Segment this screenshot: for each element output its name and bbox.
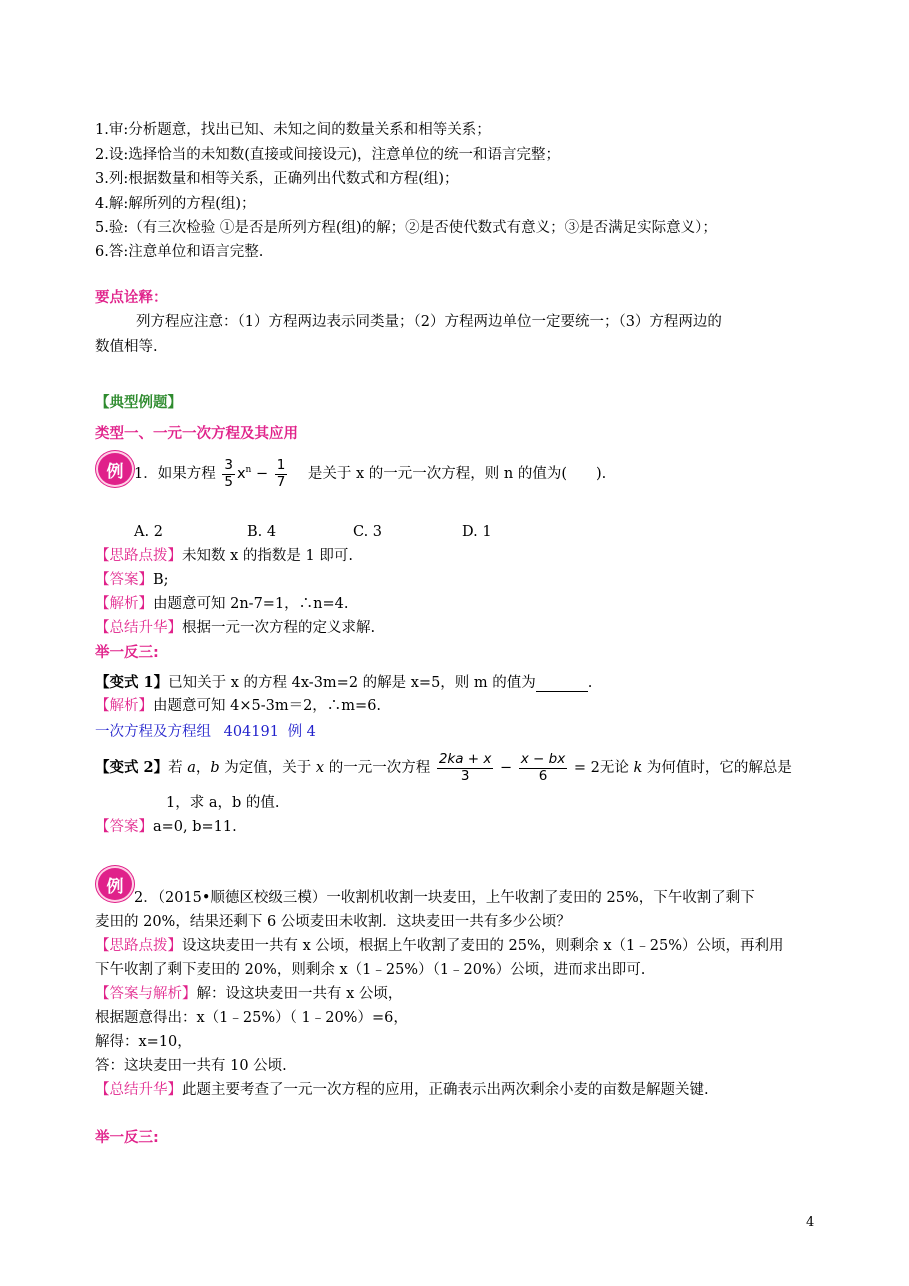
page-number: 4	[806, 1215, 815, 1230]
video-link-code[interactable]: 404191	[223, 724, 279, 740]
answer-blank	[536, 677, 588, 692]
type1-heading: 类型一、一元一次方程及其应用	[95, 426, 298, 442]
step-5: 5.验:（有三次检验 ①是否是所列方程(组)的解；②是否使代数式有意义；③是否满足实际意义）；	[95, 220, 717, 236]
variant-2-text-e: 为何值时，它的解总是	[642, 760, 792, 777]
ex1-fraction-2	[275, 458, 288, 490]
variant-2-equals: = 2	[573, 760, 600, 777]
ex1-suffix: 是关于 x 的一元一次方程，则 n 的值为( ).	[307, 466, 607, 483]
ex1-hint-text: 未知数 x 的指数是 1 即可.	[182, 548, 353, 564]
variant-2	[95, 752, 792, 784]
example-badge-icon: 例	[96, 451, 134, 487]
ex1-option-a: A. 2	[134, 524, 163, 540]
variant-1-end: .	[587, 675, 593, 691]
ex2-hint	[95, 938, 783, 955]
step-6: 6.答:注意单位和语言完整.	[95, 244, 264, 260]
ex2-solution-3: 解得：x=10，	[95, 1034, 192, 1050]
ex1-var: x	[236, 466, 246, 483]
step-4: 4.解:解所列的方程(组)；	[95, 196, 256, 212]
video-link-text[interactable]: 一次方程及方程组	[95, 724, 211, 740]
key-points-heading: 要点诠释：	[95, 290, 168, 306]
ex1-option-b: B. 4	[247, 524, 277, 540]
step-1: 1.审:分析题意，找出已知、未知之间的数量关系和相等关系；	[95, 122, 491, 138]
ex1-prefix: 1．如果方程	[134, 466, 216, 483]
example-2-badge-icon: 例	[96, 866, 134, 902]
variant-2-comma: ，	[195, 760, 211, 777]
ex2-line-2: 麦田的 20%，结果还剩下 6 公顷麦田未收割．这块麦田一共有多少公顷？	[95, 914, 571, 930]
key-points-line-1: 列方程应注意：（1）方程两边表示同类量；（2）方程两边单位一定要统一；（3）方程两边的	[136, 314, 722, 330]
variant-2-frac1-den: 3	[460, 767, 470, 784]
variant-2-minus: −	[500, 760, 513, 777]
variant-2-k: k	[633, 760, 643, 777]
practice-heading-2: 举一反三:	[95, 1130, 159, 1146]
ex1-summary	[95, 620, 375, 637]
ex2-solution-4: 答：这块麦田一共有 10 公顷.	[95, 1058, 287, 1074]
ex2-solution	[95, 986, 402, 1003]
variant-2-fraction-1	[437, 752, 494, 784]
ex2-solution-1: 解：设这块麦田一共有 x 公顷，	[196, 986, 403, 1002]
variant-1-analysis	[95, 698, 381, 715]
ex1-frac2-den: 7	[276, 473, 286, 490]
variant-2-answer-label: 【答案】	[95, 819, 153, 835]
ex1-answer-text: B;	[153, 572, 169, 588]
ex1-frac1-den: 5	[224, 473, 233, 490]
ex1-exp: n	[245, 465, 252, 476]
ex1-hint	[95, 548, 353, 565]
step-3: 3.列:根据数量和相等关系，正确列出代数式和方程(组)；	[95, 171, 459, 187]
ex1-option-d: D. 1	[462, 524, 492, 540]
ex1-frac2-num: 1	[276, 457, 286, 473]
variant-1-analysis-label: 【解析】	[95, 698, 153, 714]
variant-2-b: b	[210, 760, 220, 777]
ex1-answer-label: 【答案】	[95, 572, 153, 588]
variant-2-text-d: 无论	[599, 760, 634, 777]
variant-2-label: 【变式 2】	[95, 759, 169, 777]
variant-2-frac2-num: x − bx	[520, 751, 566, 767]
ex1-summary-label: 【总结升华】	[95, 620, 182, 636]
variant-2-text-c: 的一元一次方程	[324, 760, 431, 777]
ex2-summary-label: 【总结升华】	[95, 1082, 182, 1098]
variant-1-analysis-text: 由题意可知 4×5-3m＝2，∴m=6.	[153, 698, 382, 714]
variant-2-fraction-2	[519, 752, 567, 784]
key-points-line-2: 数值相等.	[95, 339, 158, 355]
variant-2-text-a: 若	[168, 760, 188, 777]
ex1-analysis	[95, 596, 349, 613]
ex1-frac1-num: 3	[224, 457, 233, 473]
variant-1-text: 已知关于 x 的方程 4x-3m=2 的解是 x=5，则 m 的值为	[168, 675, 536, 691]
ex1-minus: −	[255, 466, 273, 483]
ex1-option-c: C. 3	[353, 524, 383, 540]
ex2-line-1: 2．（2015•顺德区校级三模）一收割机收割一块麦田，上午收割了麦田的 25%，下午收割了剩下	[134, 890, 755, 906]
ex1-analysis-label: 【解析】	[95, 596, 153, 612]
video-link-example[interactable]: 例 4	[287, 724, 316, 740]
practice-heading: 举一反三:	[95, 645, 159, 661]
ex1-fraction-1	[222, 458, 235, 490]
ex2-hint-label: 【思路点拨】	[95, 938, 182, 954]
variant-2-a: a	[187, 760, 196, 777]
ex1-answer	[95, 572, 169, 589]
ex1-analysis-text: 由题意可知 2n-7=1，∴n=4.	[153, 596, 349, 612]
variant-1-label: 【变式 1】	[95, 674, 169, 691]
ex2-hint-2: 下午收割了剩下麦田的 20%，则剩余 x（1﹣25%）（1﹣20%）公顷，进而求出即可.	[95, 962, 646, 978]
ex1-question	[134, 458, 606, 490]
variant-2-text-b: 为定值，关于	[219, 760, 316, 777]
variant-2-frac2-den: 6	[538, 767, 548, 784]
ex2-summary-text: 此题主要考查了一元一次方程的应用，正确表示出两次剩余小麦的亩数是解题关键.	[182, 1082, 709, 1098]
ex1-hint-label: 【思路点拨】	[95, 548, 182, 564]
variant-2-x: x	[315, 760, 325, 777]
ex2-solution-2: 根据题意得出：x（1﹣25%）（ 1﹣20%）=6，	[95, 1010, 408, 1026]
ex1-summary-text: 根据一元一次方程的定义求解.	[182, 620, 376, 636]
video-link[interactable]	[95, 724, 316, 741]
step-2: 2.设:选择恰当的未知数(直接或间接设元)，注意单位的统一和语言完整；	[95, 147, 561, 163]
ex2-solution-label: 【答案与解析】	[95, 986, 197, 1002]
variant-2-answer-text: a=0, b=11.	[153, 819, 237, 835]
ex2-summary	[95, 1082, 709, 1099]
variant-1	[95, 674, 592, 692]
examples-heading: 【典型例题】	[95, 395, 182, 411]
variant-2-line-2: 1，求 a，b 的值.	[166, 795, 280, 811]
variant-2-frac1-num: 2ka + x	[438, 751, 492, 767]
variant-2-answer	[95, 819, 237, 836]
ex2-hint-text: 设这块麦田一共有 x 公顷，根据上午收割了麦田的 25%，则剩余 x（1﹣25%）公顷，再利用	[182, 938, 784, 954]
